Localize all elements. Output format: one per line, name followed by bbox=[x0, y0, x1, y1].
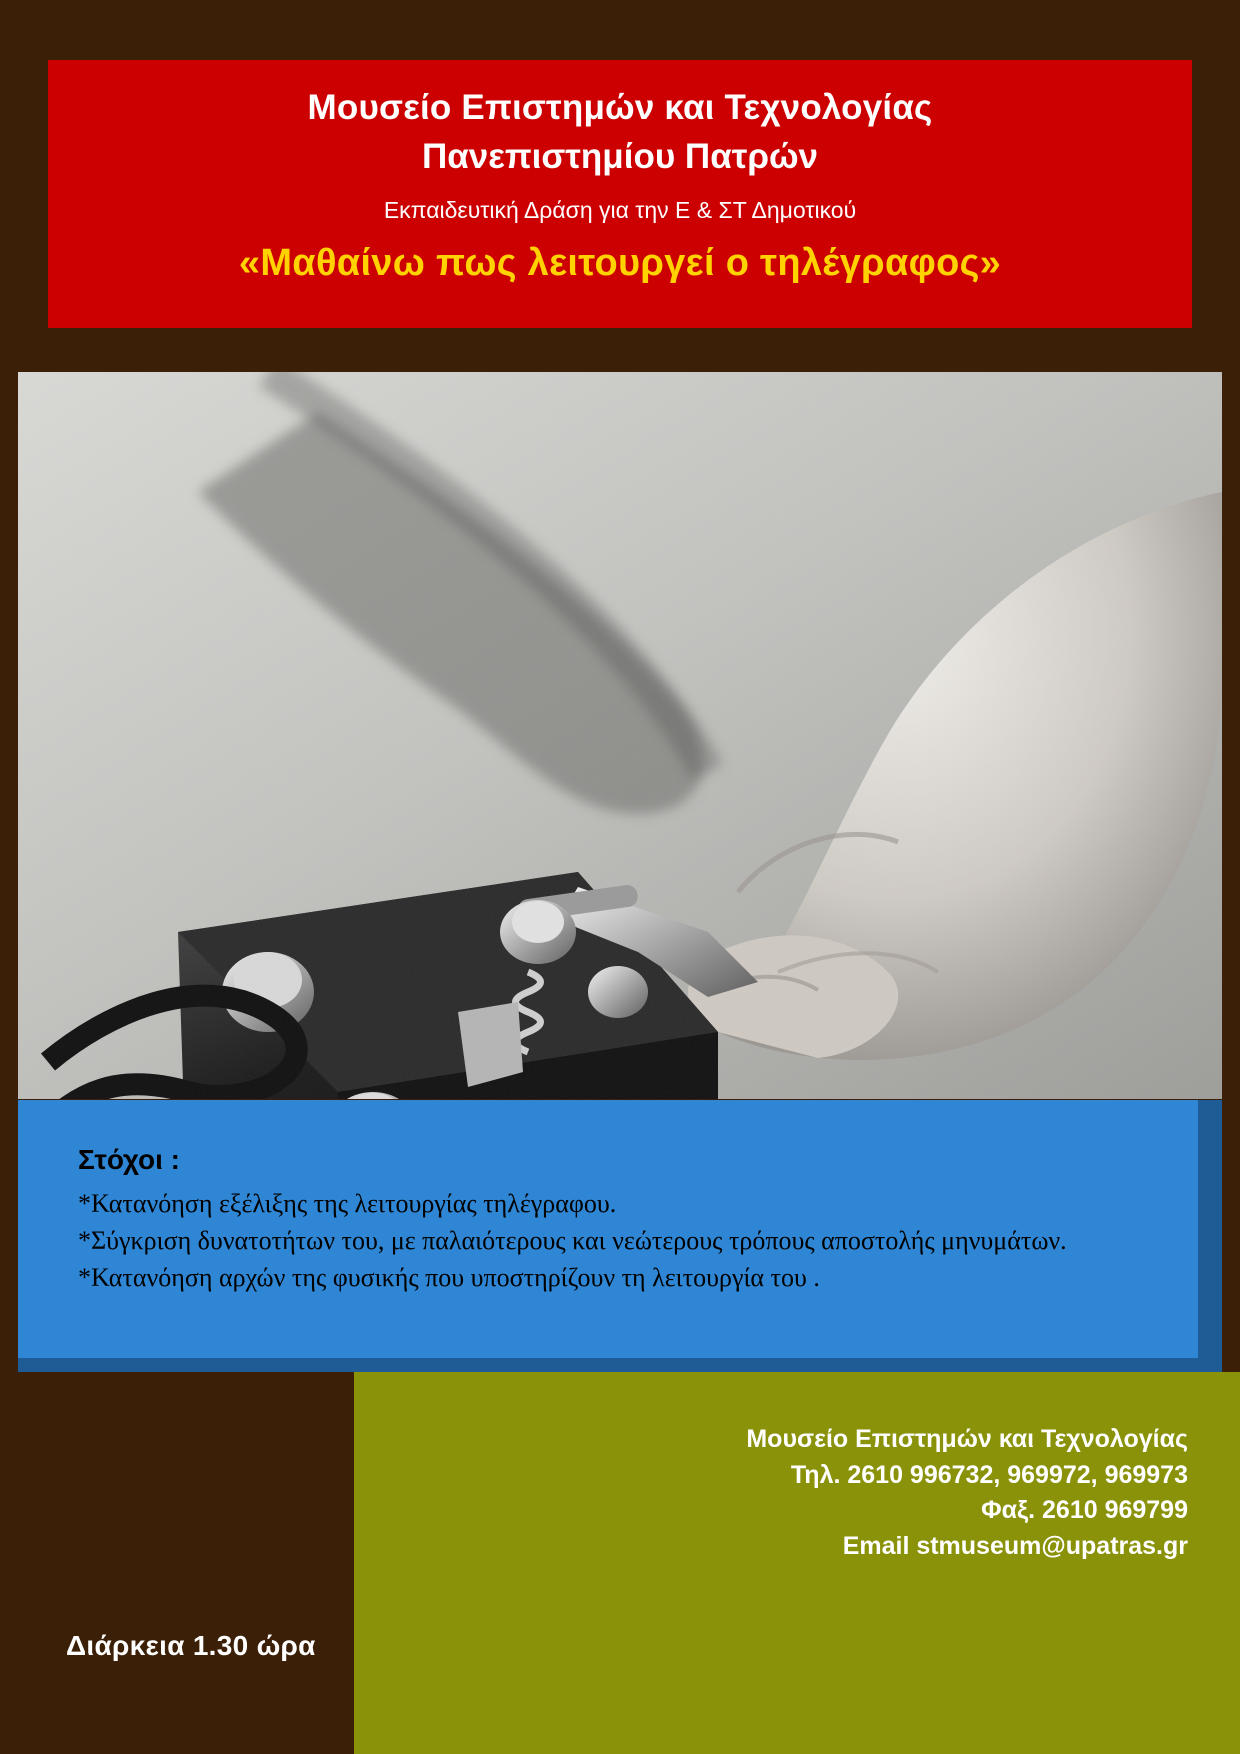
objectives-item-2: *Σύγκριση δυνατοτήτων του, με παλαιότερους και νεώτερους τρόπους αποστολής μηνυμάτων. bbox=[78, 1225, 1067, 1255]
objectives-panel bbox=[18, 1100, 1198, 1358]
telegraph-photo bbox=[18, 372, 1222, 1099]
contact-panel bbox=[354, 1372, 1240, 1754]
contact-email: Email stmuseum@upatras.gr bbox=[842, 1531, 1188, 1560]
organization-line-2: Πανεπιστημίου Πατρών bbox=[421, 137, 819, 177]
contact-organization: Μουσείο Επιστημών και Τεχνολογίας bbox=[746, 1425, 1188, 1453]
contact-fax: Φαξ. 2610 969799 bbox=[981, 1496, 1188, 1524]
telegraph-photo-illustration bbox=[18, 372, 1222, 1099]
objectives-heading: Στόχοι : bbox=[78, 1144, 181, 1175]
event-subtitle: Εκπαιδευτική Δράση για την Ε & ΣΤ Δημοτικού bbox=[383, 196, 857, 223]
event-title: «Μαθαίνω πως λειτουργεί ο τηλέγραφος» bbox=[238, 241, 1002, 284]
objectives-item-3: *Κατανόηση αρχών της φυσικής που υποστηρίζουν τη λειτουργία του . bbox=[78, 1262, 820, 1292]
contact-phone: Τηλ. 2610 996732, 969972, 969973 bbox=[790, 1460, 1188, 1489]
objectives-item-1: *Κατανόηση εξέλιξης της λειτουργίας τηλέγραφου. bbox=[78, 1189, 617, 1218]
organization-line-1: Μουσείο Επιστημών και Τεχνολογίας bbox=[307, 88, 933, 127]
duration-label: Διάρκεια 1.30 ώρα bbox=[66, 1630, 316, 1661]
header-banner bbox=[48, 60, 1192, 328]
